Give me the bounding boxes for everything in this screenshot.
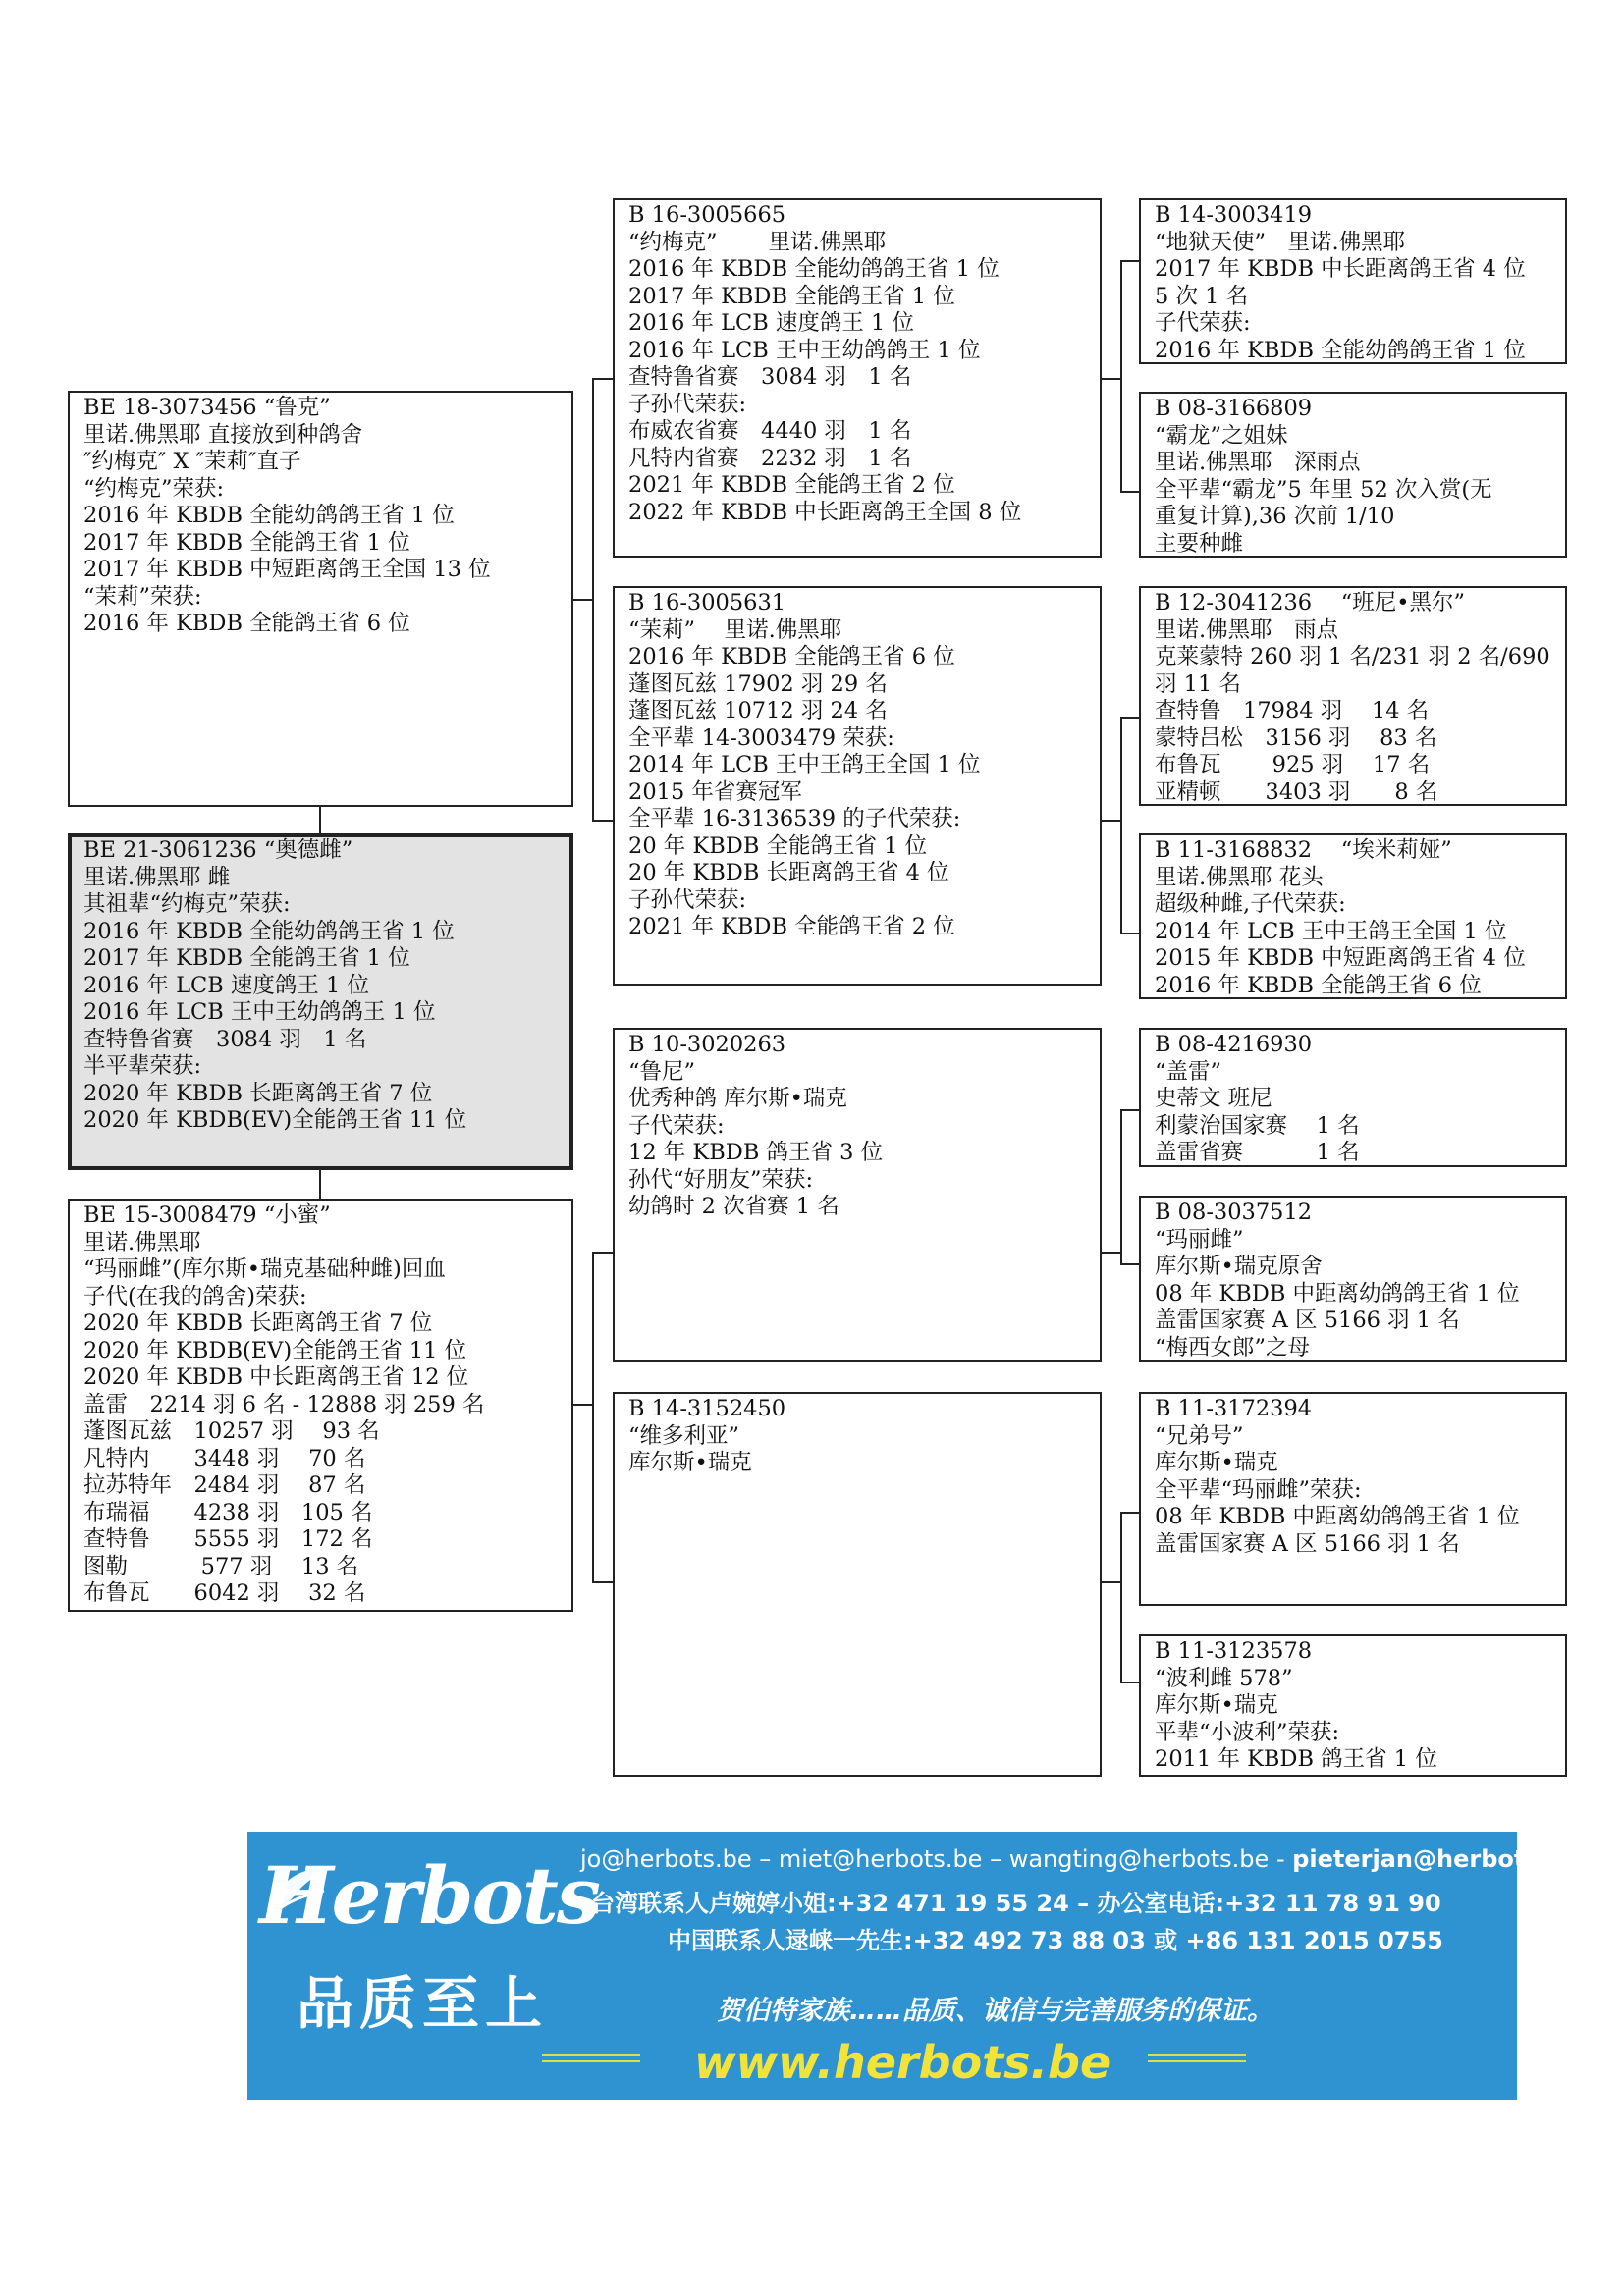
pedigree-line: 蓬图瓦兹 10712 羽 24 名 (628, 698, 888, 723)
pedigree-line: 2016 年 LCB 速度鸽王 1 位 (83, 972, 370, 998)
china-contact: 中国联系人逯崃一先生:+32 492 73 88 03 或 +86 131 2015 0755 (668, 1927, 1443, 1954)
connector (1120, 717, 1139, 719)
pedigree-line: 查特鲁省赛 3084 羽 1 名 (628, 364, 912, 390)
pedigree-line: 亚精顿 3403 羽 8 名 (1155, 778, 1438, 805)
pedigree-line: 利蒙治国家赛 1 名 (1155, 1112, 1360, 1139)
pedigree-line: 2016 年 KBDB 全能鸽王省 6 位 (628, 644, 955, 669)
connector (1120, 933, 1139, 934)
pedigree-line: 凡特内 3448 羽 70 名 (83, 1445, 366, 1471)
pedigree-line: 子孙代荣获: (628, 886, 747, 913)
tagline: 品质至上 (297, 1970, 549, 2037)
pedigree-line: “霸龙”之姐妹 (1155, 422, 1288, 449)
pedigree-line: 2017 年 KBDB 中长距离鸽王省 4 位 (1155, 256, 1526, 282)
pedigree-line: 2016 年 KBDB 全能幼鸽鸽王省 1 位 (83, 918, 455, 944)
pedigree-line: 布威农省赛 4440 羽 1 名 (628, 418, 912, 444)
ddd-box (1139, 1634, 1567, 1777)
pedigree-line: 布瑞福 4238 羽 105 名 (83, 1499, 373, 1525)
pedigree-line: 蒙特吕松 3156 羽 83 名 (1155, 724, 1437, 751)
contact-banner (247, 1832, 1582, 2100)
pedigree-line: 2016 年 KBDB 全能鸽王省 6 位 (83, 611, 410, 636)
slogan: 贺伯特家族……品质、诚信与完善服务的保证。 (717, 1996, 1273, 2026)
pedigree-line: 2014 年 LCB 王中王鸽王全国 1 位 (628, 752, 981, 777)
connector (1120, 1512, 1139, 1514)
pedigree-line: 盖雷国家赛 A 区 5166 羽 1 名 (1155, 1530, 1460, 1557)
sire-box (68, 391, 573, 807)
ssd-box (1139, 392, 1567, 558)
sds-box (1139, 586, 1567, 806)
connector (1120, 260, 1122, 492)
pedigree-line: 库尔斯•瑞克 (1155, 1692, 1278, 1718)
pedigree-line: 2015 年 KBDB 中短距离鸽王省 4 位 (1155, 945, 1526, 971)
pedigree-line: 2016 年 LCB 王中王幼鸽鸽王 1 位 (628, 337, 981, 363)
ring-number: BE 15-3008479 “小蜜” (83, 1202, 331, 1228)
taiwan-contact: 台湾联系人卢婉婷小姐:+32 471 19 55 24 – 办公室电话:+32 11 78 91 90 (591, 1890, 1441, 1917)
connector (592, 378, 594, 821)
connector (1120, 1109, 1139, 1111)
pedigree-line: “约梅克”荣获: (83, 475, 225, 502)
ring-number: B 11-3168832 “埃米莉娅” (1155, 837, 1452, 863)
dam-dam-box (613, 1392, 1102, 1777)
pedigree-line: 5 次 1 名 (1155, 283, 1249, 309)
dds-box (1139, 1392, 1567, 1606)
email-pieterjan[interactable]: pieterjan@herbots.be (1292, 1845, 1582, 1873)
ring-number: BE 21-3061236 “奥德雌” (83, 837, 353, 863)
pedigree-line: 子代荣获: (628, 1112, 725, 1139)
pedigree-line: 子孙代荣获: (628, 391, 747, 417)
email-list[interactable]: jo@herbots.be – miet@herbots.be – wangting@herbots.be - (580, 1845, 1293, 1873)
pedigree-line: “地狱天使” 里诺.佛黑耶 (1155, 229, 1406, 255)
sire-dam-box (613, 586, 1102, 986)
pedigree-line: 08 年 KBDB 中距离幼鸽鸽王省 1 位 (1155, 1280, 1520, 1307)
ring-number: B 14-3003419 (1155, 202, 1313, 228)
pedigree-line: 全平辈 16-3136539 的子代荣获: (628, 806, 961, 831)
email-line[interactable] (580, 1845, 1581, 1873)
pedigree-line: 12 年 KBDB 鸽王省 3 位 (628, 1140, 884, 1165)
pedigree-line: “维多利亚” (628, 1422, 740, 1449)
pedigree-line: 拉苏特年 2484 羽 87 名 (83, 1472, 366, 1498)
pedigree-line: 优秀种鸽 库尔斯•瑞克 (628, 1086, 847, 1111)
pedigree-line: 查特鲁 17984 羽 14 名 (1155, 698, 1430, 723)
pedigree-line: 凡特内省赛 2232 羽 1 名 (628, 445, 912, 471)
pedigree-line: 史蒂文 班尼 (1155, 1086, 1272, 1111)
ring-number: BE 18-3073456 “鲁克” (83, 395, 331, 420)
pedigree-line: 蓬图瓦兹 10257 羽 93 名 (83, 1418, 380, 1444)
connector (1102, 1252, 1121, 1254)
divider-right (1148, 2060, 1246, 2062)
connector (573, 1404, 593, 1406)
pedigree-line: 布鲁瓦 6042 羽 32 名 (83, 1580, 366, 1606)
pedigree-line: 08 年 KBDB 中距离幼鸽鸽王省 1 位 (1155, 1504, 1520, 1529)
pedigree-line: 2016 年 LCB 王中王幼鸽鸽王 1 位 (83, 999, 436, 1025)
pedigree-line: “梅西女郎”之母 (1155, 1334, 1311, 1361)
connector (1120, 1109, 1122, 1264)
pedigree-line: 2014 年 LCB 王中王鸽王全国 1 位 (1155, 918, 1507, 944)
subject-box (68, 833, 573, 1170)
pedigree-line: 2020 年 KBDB(EV)全能鸽王省 11 位 (83, 1107, 467, 1133)
pedigree-line: 盖雷 2214 羽 6 名 - 12888 羽 259 名 (83, 1391, 485, 1417)
pedigree-line: 2022 年 KBDB 中长距离鸽王全国 8 位 (628, 499, 1022, 525)
ring-number: B 11-3123578 (1155, 1638, 1313, 1664)
pedigree-line: “茉莉”荣获: (83, 583, 202, 610)
connector (1102, 820, 1121, 822)
connector (1120, 717, 1122, 934)
pedigree-line: 子代(在我的鸽舍)荣获: (83, 1283, 307, 1309)
sdd-box (1139, 833, 1567, 999)
pedigree-line: 2021 年 KBDB 全能鸽王省 2 位 (628, 472, 955, 498)
connector (1102, 1581, 1121, 1583)
pedigree-line: 2015 年省赛冠军 (628, 778, 802, 805)
sire-sire-box (613, 198, 1102, 558)
pedigree-line: 主要种雌 (1155, 530, 1244, 557)
ring-number: B 10-3020263 (628, 1032, 786, 1057)
pedigree-line: “兄弟号” (1155, 1422, 1244, 1449)
pedigree-line: 库尔斯•瑞克 (628, 1450, 752, 1475)
divider-left (542, 2054, 640, 2056)
pedigree-line: 库尔斯•瑞克原舍 (1155, 1254, 1323, 1279)
connector (1120, 260, 1139, 262)
connector (1120, 1682, 1139, 1683)
pedigree-line: 孙代“好朋友”荣获: (628, 1166, 814, 1193)
pedigree-line: 全平辈“玛丽雌”荣获: (1155, 1476, 1362, 1503)
pedigree-line: 2020 年 KBDB 长距离鸽王省 7 位 (83, 1310, 433, 1336)
connector (592, 378, 613, 380)
ring-number: B 08-4216930 (1155, 1032, 1313, 1057)
ring-number: B 12-3041236 “班尼•黑尔” (1155, 590, 1466, 615)
pedigree-line: 2017 年 KBDB 中短距离鸽王全国 13 位 (83, 557, 491, 582)
pedigree-line: 2017 年 KBDB 全能鸽王省 1 位 (83, 529, 410, 556)
pedigree-line: 2016 年 KBDB 全能幼鸽鸽王省 1 位 (628, 256, 1000, 282)
pedigree-line: 查特鲁省赛 3084 羽 1 名 (83, 1026, 367, 1052)
sss-box (1139, 198, 1567, 364)
ring-number: B 08-3037512 (1155, 1200, 1313, 1225)
pedigree-line: 2020 年 KBDB 中长距离鸽王省 12 位 (83, 1364, 469, 1390)
pedigree-line: 全平辈 14-3003479 荣获: (628, 724, 894, 751)
ring-number: B 16-3005631 (628, 590, 786, 615)
pedigree-line: 蓬图瓦兹 17902 羽 29 名 (628, 670, 888, 697)
pedigree-line: 2016 年 KBDB 全能幼鸽鸽王省 1 位 (1155, 337, 1526, 363)
pedigree-line: 超级种雌,子代荣获: (1155, 891, 1346, 917)
pedigree-line: 图勒 577 羽 13 名 (83, 1553, 359, 1579)
connector (592, 1252, 594, 1582)
divider-right (1148, 2054, 1246, 2056)
connector (592, 1252, 613, 1254)
dam-box (68, 1199, 573, 1612)
pedigree-line: 克莱蒙特 260 羽 1 名/231 羽 2 名/690 (1155, 644, 1550, 669)
pedigree-line: 平辈“小波利”荣获: (1155, 1719, 1340, 1745)
pedigree-line: 子代荣获: (1155, 310, 1251, 336)
pedigree-line: 里诺.佛黑耶 雨点 (1155, 616, 1339, 643)
connector (592, 820, 613, 822)
pedigree-line: 2020 年 KBDB(EV)全能鸽王省 11 位 (83, 1337, 467, 1363)
pedigree-line: “约梅克” 里诺.佛黑耶 (628, 229, 887, 255)
pedigree-line: 重复计算),36 次前 1/10 (1155, 504, 1395, 529)
connector (319, 1170, 321, 1199)
pedigree-line: 2017 年 KBDB 全能鸽王省 1 位 (628, 283, 955, 309)
pedigree-line: 库尔斯•瑞克 (1155, 1450, 1278, 1475)
connector (319, 807, 321, 833)
herbots-logo: Herbots (259, 1849, 599, 1942)
pedigree-line: “鲁尼” (628, 1058, 696, 1085)
pedigree-line: 20 年 KBDB 全能鸽王省 1 位 (628, 832, 928, 859)
pedigree-line: 2020 年 KBDB 长距离鸽王省 7 位 (83, 1080, 433, 1106)
connector (1120, 1512, 1122, 1682)
website-link[interactable]: www.herbots.be (694, 2036, 1111, 2089)
pedigree-line: 2016 年 KBDB 全能幼鸽鸽王省 1 位 (83, 503, 455, 528)
pedigree-line: 盖雷省赛 1 名 (1155, 1140, 1360, 1165)
divider-left (542, 2060, 640, 2062)
pedigree-line: 幼鸽时 2 次省赛 1 名 (628, 1194, 839, 1219)
ring-number: B 16-3005665 (628, 202, 786, 228)
pedigree-line: ″约梅克″ X ″茉莉″直子 (83, 449, 301, 474)
connector (1120, 1263, 1139, 1265)
pedigree-line: 2017 年 KBDB 全能鸽王省 1 位 (83, 945, 410, 971)
pedigree-line: 里诺.佛黑耶 (83, 1229, 201, 1255)
pedigree-line: 2016 年 KBDB 全能鸽王省 6 位 (1155, 972, 1482, 998)
pedigree-line: 里诺.佛黑耶 雌 (83, 864, 231, 890)
pedigree-line: “玛丽雌”(库尔斯•瑞克基础种雌)回血 (83, 1256, 446, 1282)
connector (1120, 491, 1139, 493)
pedigree-line: “茉莉” 里诺.佛黑耶 (628, 616, 842, 643)
pedigree-line: 2021 年 KBDB 全能鸽王省 2 位 (628, 914, 955, 939)
pedigree-line: 半平辈荣获: (83, 1053, 202, 1079)
pedigree-line: 布鲁瓦 925 羽 17 名 (1155, 752, 1431, 777)
pedigree-line: 20 年 KBDB 长距离鸽王省 4 位 (628, 860, 949, 885)
dam-sire-box (613, 1028, 1102, 1362)
pedigree-line: “盖雷” (1155, 1058, 1222, 1085)
pedigree-line: 羽 11 名 (1155, 670, 1241, 697)
pedigree-line: 2011 年 KBDB 鸽王省 1 位 (1155, 1746, 1437, 1772)
pedigree-line: 全平辈“霸龙”5 年里 52 次入赏(无 (1155, 476, 1492, 503)
ring-number: B 14-3152450 (628, 1396, 786, 1421)
pedigree-line: 其祖辈“约梅克”荣获: (83, 891, 291, 917)
pedigree-line: “波利雌 578” (1155, 1665, 1293, 1691)
pedigree-line: 盖雷国家赛 A 区 5166 羽 1 名 (1155, 1308, 1460, 1333)
ring-number: B 08-3166809 (1155, 396, 1313, 421)
pedigree-line: 里诺.佛黑耶 花头 (1155, 864, 1324, 890)
connector (1102, 378, 1121, 380)
pedigree-line: “玛丽雌” (1155, 1226, 1244, 1253)
connector (592, 1581, 613, 1583)
pedigree-line: 里诺.佛黑耶 深雨点 (1155, 450, 1361, 475)
pedigree-line: 查特鲁 5555 羽 172 名 (83, 1526, 373, 1552)
ring-number: B 11-3172394 (1155, 1396, 1313, 1421)
dss-box (1139, 1028, 1567, 1167)
pedigree-line: 2016 年 LCB 速度鸽王 1 位 (628, 310, 915, 336)
pedigree-line: 里诺.佛黑耶 直接放到种鸽舍 (83, 421, 363, 448)
dsd-box (1139, 1196, 1567, 1362)
connector (573, 599, 593, 601)
